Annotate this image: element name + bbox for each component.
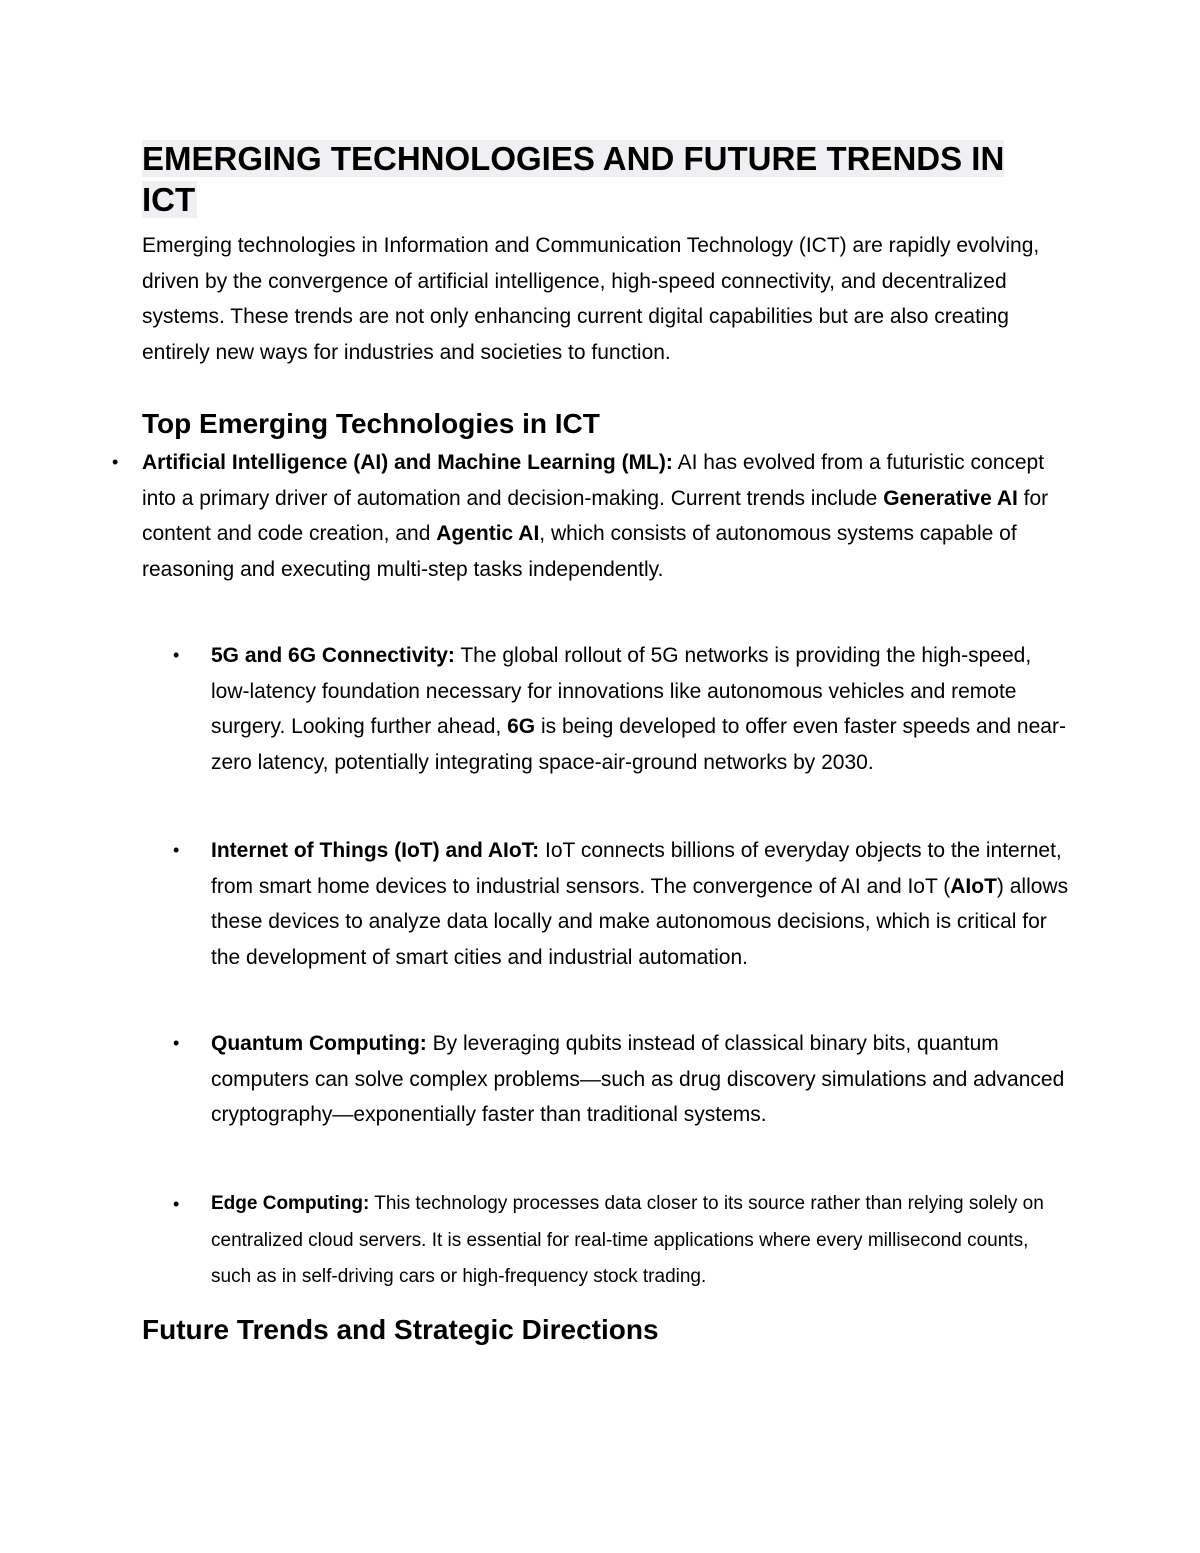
text-iot-1: IoT connects billions of everyday objects to the internet, from smart home devices to industrial sensors. The convergence of AI and IoT ( [211,839,1062,898]
list-item-edge-computing [173,1186,1071,1296]
bullet-icon: • [173,1033,180,1053]
term-6g: 6G [507,715,536,738]
list-item-iot-aiot [173,833,1071,975]
bullet-icon: • [112,452,119,472]
bullet-icon: • [173,840,180,860]
term-aiot: AIoT [950,874,997,898]
term-iot-aiot: Internet of Things (IoT) and AIoT: [211,839,540,862]
section-heading-future-trends: Future Trends and Strategic Directions [142,1314,659,1345]
bullet-icon: • [173,1194,180,1214]
text-edge-1: This technology processes data closer to its source rather than relying solely on centralized cloud servers. It is essential for real-time applications where every millisecond counts, such as in self-driving cars or high-frequency stock trading. [211,1193,1044,1287]
term-edge-computing: Edge Computing: [211,1193,370,1214]
text-iot-2: ) allows these devices to analyze data locally and make autonomous decisions, which is critical for the development of smart cities and industrial automation. [211,874,1069,969]
list-item-ai-ml [112,445,1062,587]
text-5g-6g-1: The global rollout of 5G networks is providing the high-speed, low-latency foundation necessary for innovations like autonomous vehicles and remote surgery. Looking further ahead, [211,644,1032,738]
list-item-5g-6g [173,638,1071,780]
list-item-quantum-computing [173,1026,1071,1133]
text-5g-6g-2: is being developed to offer even faster speeds and near-zero latency, potentially integrating space-air-ground networks by 2030. [211,715,1066,774]
term-ai-ml: Artificial Intelligence (AI) and Machine Learning (ML): [142,451,673,474]
intro-paragraph: Emerging technologies in Information and Communication Technology (ICT) are rapidly evolving, driven by the convergence of artificial intelligence, high-speed connectivity, and decentralized systems. These trends are not only enhancing current digital capabilities but are also creating entirely new ways for industries and societies to function. [142,234,1040,364]
text-quantum-1: By leveraging qubits instead of classical binary bits, quantum computers can solve complex problems—such as drug discovery simulations and advanced cryptography—exponentially faster than traditional systems. [211,1032,1065,1126]
text-ai-ml-1: AI has evolved from a futuristic concept into a primary driver of automation and decision-making. Current trends include [142,451,1045,510]
term-agentic-ai: Agentic AI [436,522,540,545]
text-ai-ml-2: for content and code creation, and [142,486,1049,545]
term-5g-6g: 5G and 6G Connectivity: [211,644,455,667]
bullet-icon: • [173,645,180,665]
term-quantum-computing: Quantum Computing: [211,1032,427,1055]
document-title-text: EMERGING TECHNOLOGIES AND FUTURE TRENDS IN ICT [142,140,1005,218]
section-heading-top-emerging: Top Emerging Technologies in ICT [142,408,600,439]
text-ai-ml-3: , which consists of autonomous systems capable of reasoning and executing multi-step tasks independently. [142,522,1017,581]
term-generative-ai: Generative AI [883,486,1018,510]
document-title [142,138,1042,220]
